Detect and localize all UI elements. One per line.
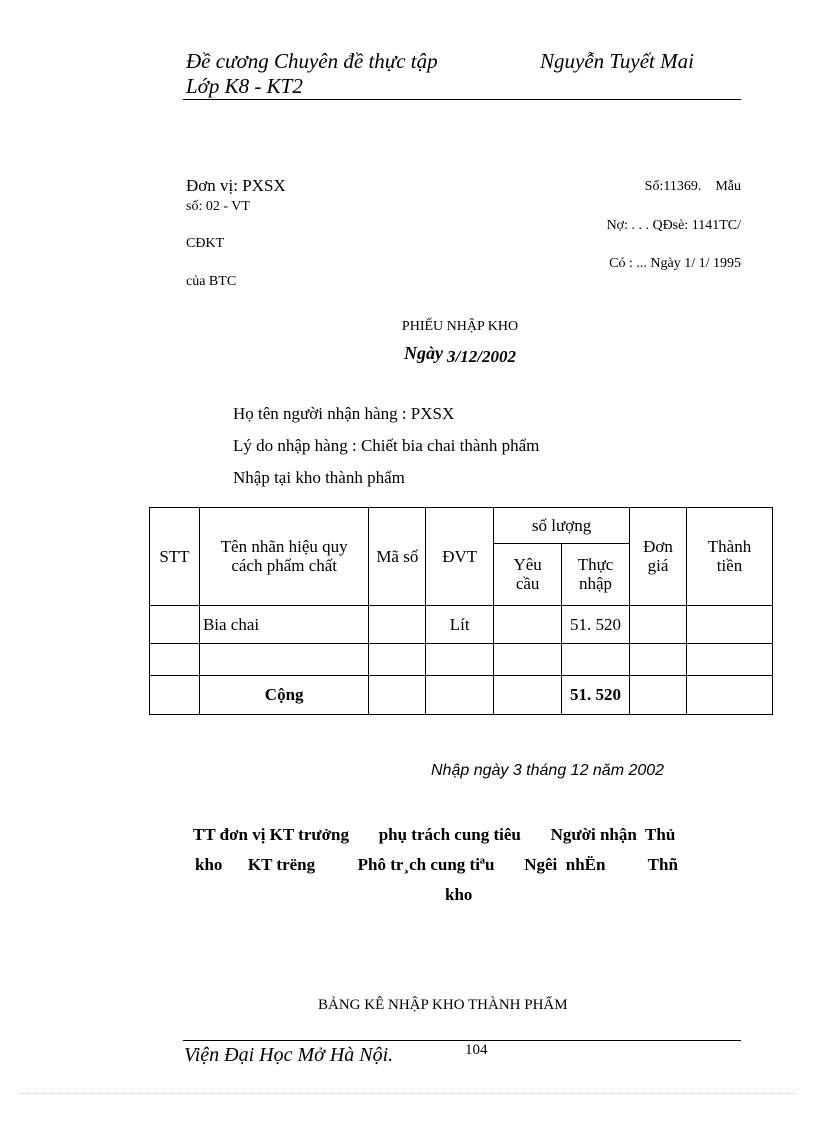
cell-amount	[686, 606, 772, 644]
cell-stt	[150, 606, 200, 644]
signature-line-3: kho	[445, 885, 473, 904]
col-header-quantity: số lượng	[494, 508, 630, 544]
total-price	[630, 676, 687, 715]
table-row	[150, 606, 773, 644]
total-label: Cộng	[199, 676, 368, 715]
cell-price	[630, 606, 687, 644]
form-number: Số:11369. Mẫu	[644, 179, 741, 194]
col-header-unit: ĐVT	[426, 508, 494, 606]
date-label: Ngày	[404, 343, 444, 363]
cell-requested	[494, 644, 562, 676]
footer-rule	[183, 1040, 741, 1041]
cell-unit	[426, 644, 494, 676]
document-title: PHIẾU NHẬP KHO	[401, 319, 519, 334]
footer-page-number: 104	[465, 1042, 488, 1058]
cell-stt	[150, 644, 200, 676]
table-total-row	[150, 676, 773, 715]
table-row	[150, 644, 773, 676]
col-header-stt: STT	[150, 508, 200, 606]
signature-line-2: kho KT trëng Phô tr¸ch cung tiªu Ngêi nhËn Thñ	[195, 855, 678, 874]
cell-amount	[686, 644, 772, 676]
date-value: 3/12/2002	[447, 347, 516, 366]
form-unit: Đơn vị: PXSX	[186, 176, 286, 195]
form-credit: Có : ... Ngày 1/ 1/ 1995	[609, 256, 741, 271]
cell-code	[369, 606, 426, 644]
next-section-title: BẢNG KÊ NHẬP KHO THÀNH PHẨM	[318, 997, 568, 1013]
header-rule	[183, 99, 741, 100]
receipt-table	[149, 507, 773, 715]
receiver-line: Họ tên người nhận hàng : PXSX	[233, 404, 455, 423]
cell-price	[630, 644, 687, 676]
cell-actual	[562, 644, 630, 676]
col-header-code: Mã số	[369, 508, 426, 606]
cell-actual: 51. 520	[562, 606, 630, 644]
form-cdkt: CĐKT	[186, 236, 225, 251]
form-btc: của BTC	[186, 274, 237, 289]
form-code: số: 02 - VT	[186, 199, 250, 214]
form-debit: Nợ: . . . QĐsè: 1141TC/	[606, 218, 741, 233]
cell-unit: Lít	[426, 606, 494, 644]
cell-requested	[494, 606, 562, 644]
cell-name: Bia chai	[199, 606, 368, 644]
total-code	[369, 676, 426, 715]
page-bottom-dotted-rule	[20, 1093, 796, 1094]
col-header-price: Đơn giá	[630, 508, 687, 606]
total-requested	[494, 676, 562, 715]
header-author: Nguyễn Tuyết Mai	[540, 49, 694, 73]
col-header-amount: Thành tiền	[686, 508, 772, 606]
total-amount	[686, 676, 772, 715]
col-header-actual: Thực nhập	[562, 544, 630, 606]
header-class: Lớp K8 - KT2	[186, 74, 303, 98]
reason-line: Lý do nhập hàng : Chiết bia chai thành phẩm	[233, 436, 540, 455]
cell-name	[199, 644, 368, 676]
total-actual: 51. 520	[562, 676, 630, 715]
footer-institution: Viện Đại Học Mở Hà Nội.	[184, 1044, 394, 1066]
cell-code	[369, 644, 426, 676]
col-header-requested: Yêu cầu	[494, 544, 562, 606]
signature-line-1: TT đơn vị KT trưởng phụ trách cung tiêu Người nhận Thủ	[193, 825, 676, 844]
col-header-name: Tên nhãn hiệu quy cách phẩm chất	[199, 508, 368, 606]
total-unit	[426, 676, 494, 715]
document-date	[0, 343, 816, 367]
entry-date: Nhập ngày 3 tháng 12 năm 2002	[431, 762, 665, 779]
total-stt	[150, 676, 200, 715]
header-course-title: Đề cương Chuyên đề thực tập	[186, 49, 438, 73]
warehouse-line: Nhập tại kho thành phẩm	[233, 468, 405, 487]
